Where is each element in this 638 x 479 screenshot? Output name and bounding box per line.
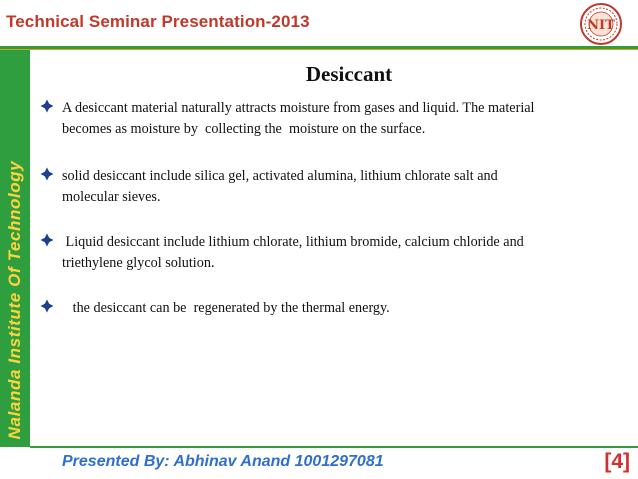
diamond-bullet-icon [40, 167, 54, 181]
diamond-bullet-icon [40, 99, 54, 113]
bullet-text: solid desiccant include silica gel, activated alumina, lithium chlorate salt and molecular sieves. [62, 168, 498, 205]
diamond-bullet-icon [40, 233, 54, 247]
bullet-text: A desiccant material naturally attracts moisture from gases and liquid. The material becomes as moisture by collecting the moisture on the surface. [62, 100, 535, 137]
bullet-item [40, 298, 620, 319]
bullet-text: Liquid desiccant include lithium chlorate, lithium bromide, calcium chloride and triethylene glycol solution. [62, 234, 524, 271]
page-number: [4] [604, 450, 630, 473]
bullet-item [40, 232, 620, 274]
slide-header [0, 0, 638, 46]
diamond-bullet-icon [40, 299, 54, 313]
institute-seal-logo [577, 2, 625, 46]
bullet-item [40, 98, 620, 140]
bullet-item [40, 166, 620, 208]
slide-footer [0, 448, 638, 479]
sidebar-band [0, 50, 30, 447]
slide-title-text: Desiccant [305, 62, 393, 86]
logo-letters: NIT [587, 18, 615, 33]
seminar-title: Technical Seminar Presentation-2013 [6, 12, 310, 31]
presenter-info: Presented By: Abhinav Anand 1001297081 [62, 453, 384, 470]
header-divider-accent [0, 49, 638, 50]
bullet-text: the desiccant can be regenerated by the thermal energy. [62, 300, 390, 316]
slide-title [30, 62, 638, 87]
sidebar-institute-name: Nalanda Institute Of Technology [5, 160, 24, 440]
